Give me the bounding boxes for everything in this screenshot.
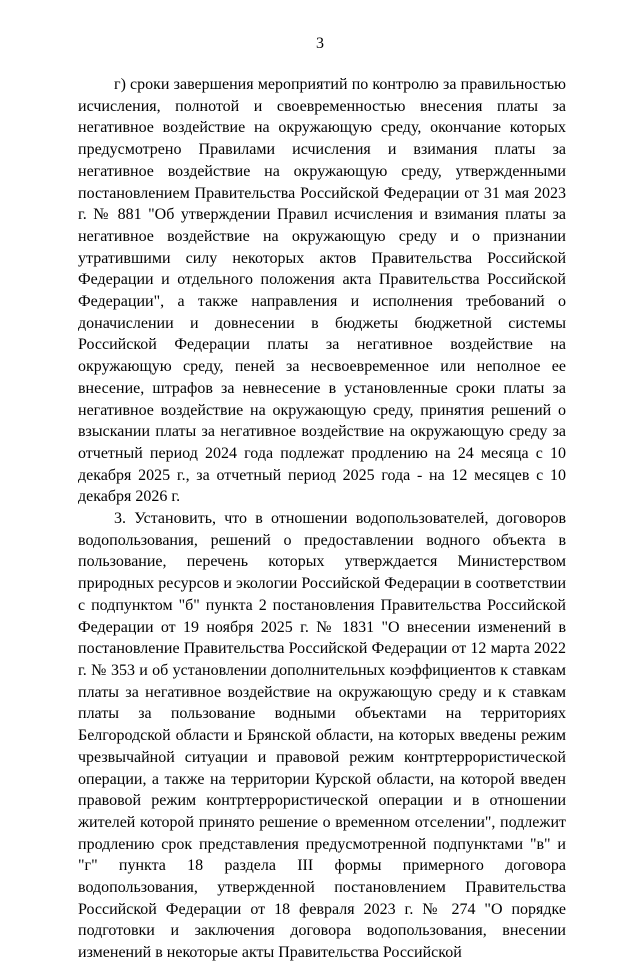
paragraph-subitem-g: г) сроки завершения мероприятий по контролю за правильностью исчисления, полнотой и своевременностью внесения платы за негативное воздействие на окружающую среду, окончание которых предусмотрено Правилами исчисления и взимания платы за негативное воздействие на окружающую среду, утвержденными постановлением Правительства Российской Федерации от 31 мая 2023 г. № 881 "Об утверждении Правил исчисления и взимания платы за негативное воздействие на окружающую среду и о признании утратившими силу некоторых актов Правительства Российской Федерации и отдельного положения акта Правительства Российской Федерации", а также направления и исполнения требований о доначислении и довнесении в бюджеты бюджетной системы Российской Федерации платы за негативное воздействие на окружающую среду, пеней за несвоевременное или неполное ее внесение, штрафов за невнесение в установленные сроки платы за негативное воздействие на окружающую среду, принятия решений о взыскании платы за негативное воздействие на окружающую среду за отчетный период 2024 года подлежат продлению на 24 месяца с 10 декабря 2025 г., за отчетный период 2025 года - на 12 месяцев с 10 декабря 2026 г. [78,76,566,506]
document-body [78,74,566,964]
page-number: 3 [316,35,324,52]
paragraph-item-3: 3. Установить, что в отношении водопользователей, договоров водопользования, решений о предоставлении водного объекта в пользование, перечень которых утверждается Министерством природных ресурсов и экологии Российской Федерации в соответствии с подпунктом "б" пункта 2 постановления Правительства Российской Федерации от 19 ноября 2025 г. № 1831 "О внесении изменений в постановление Правительства Российской Федерации от 12 марта 2022 г. № 353 и об установлении дополнительных коэффициентов к ставкам платы за негативное воздействие на окружающую среду и к ставкам платы за пользование водными объектами на территориях Белгородской области и Брянской области, на которых введены режим чрезвычайной ситуации и правовой режим контртеррористической операции, а также на территории Курской области, на которой введен правовой режим контртеррористической операции и в отношении жителей которой принято решение о временном отселении", подлежит продлению срок представления предусмотренной подпунктами "в" и "г" пункта 18 раздела III формы примерного договора водопользования, утвержденной постановлением Правительства Российской Федерации от 18 февраля 2023 г. № 274 "О порядке подготовки и заключения договора водопользования, внесении изменений в некоторые акты Правительства Российской [78,510,566,962]
